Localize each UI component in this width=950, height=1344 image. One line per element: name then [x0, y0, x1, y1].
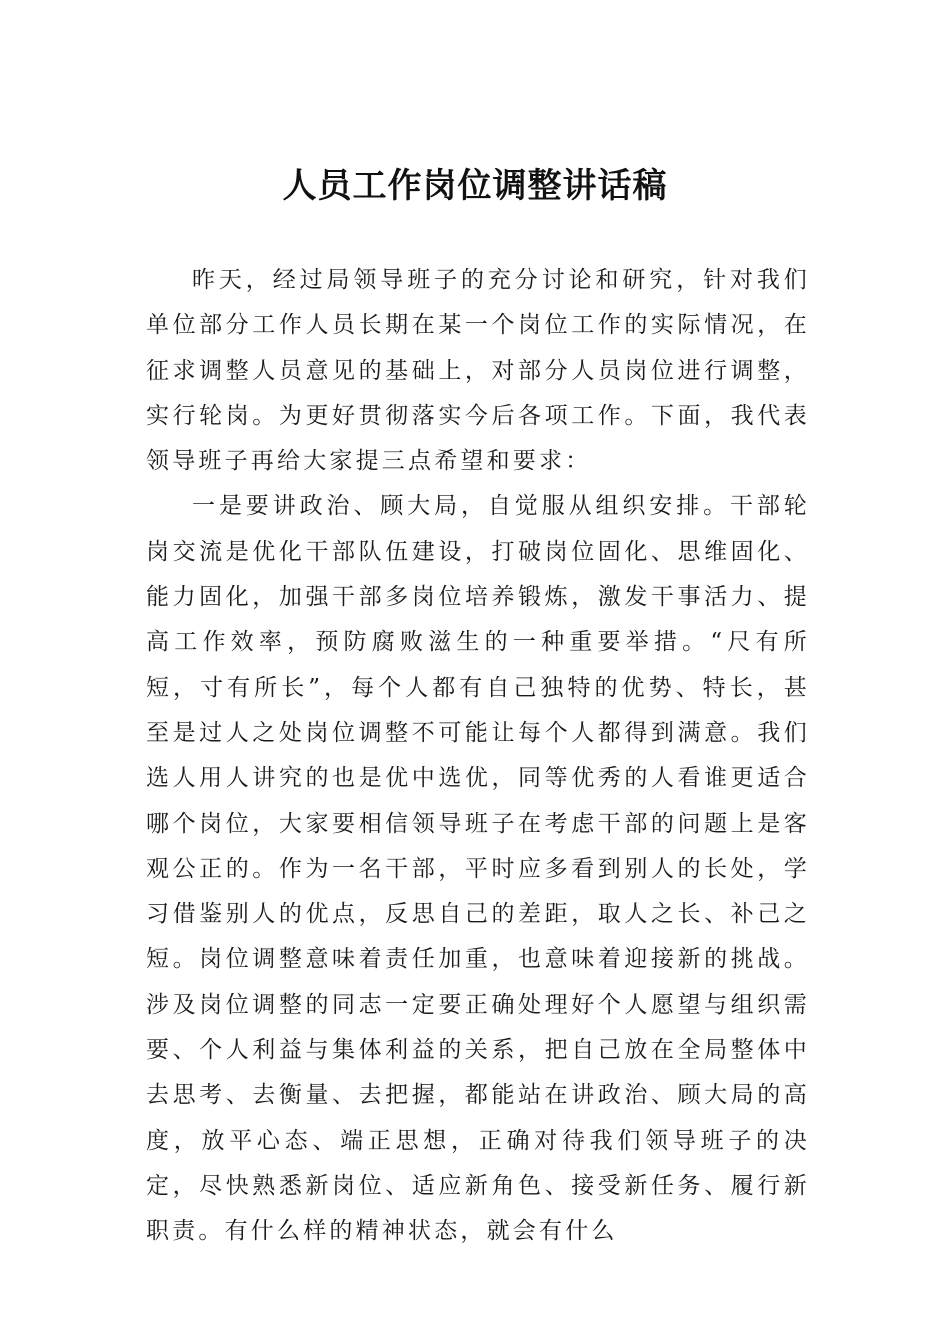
document-title: 人员工作岗位调整讲话稿	[282, 166, 668, 206]
paragraph-point-one: 一是要讲政治、顾大局，自觉服从组织安排。干部轮岗交流是优化干部队伍建设，打破岗位固化、思维固化、能力固化，加强干部多岗位培养锻炼，激发干事活力、提高工作效率，预防腐败滋生的一种重要举措。“尺有所短，寸有所长”，每个人都有自己独特的优势、特长，甚至是过人之处岗位调整不可能让每个人都得到满意。我们选人用人讲究的也是优中选优，同等优秀的人看谁更适合哪个岗位，大家要相信领导班子在考虑干部的问题上是客观公正的。作为一名干部，平时应多看到别人的长处，学习借鉴别人的优点，反思自己的差距，取人之长、补己之短。岗位调整意味着责任加重，也意味着迎接新的挑战。涉及岗位调整的同志一定要正确处理好个人愿望与组织需要、个人利益与集体利益的关系，把自己放在全局整体中去思考、去衡量、去把握，都能站在讲政治、顾大局的高度，放平心态、端正思想，正确对待我们领导班子的决定，尽快熟悉新岗位、适应新角色、接受新任务、履行新职责。有什么样的精神状态，就会有什么	[146, 493, 810, 1245]
document-body	[146, 258, 810, 1255]
paragraph-intro: 昨天，经过局领导班子的充分讨论和研究，针对我们单位部分工作人员长期在某一个岗位工作的实际情况，在征求调整人员意见的基础上，对部分人员岗位进行调整，实行轮岗。为更好贯彻落实今后各项工作。下面，我代表领导班子再给大家提三点希望和要求：	[146, 267, 810, 475]
